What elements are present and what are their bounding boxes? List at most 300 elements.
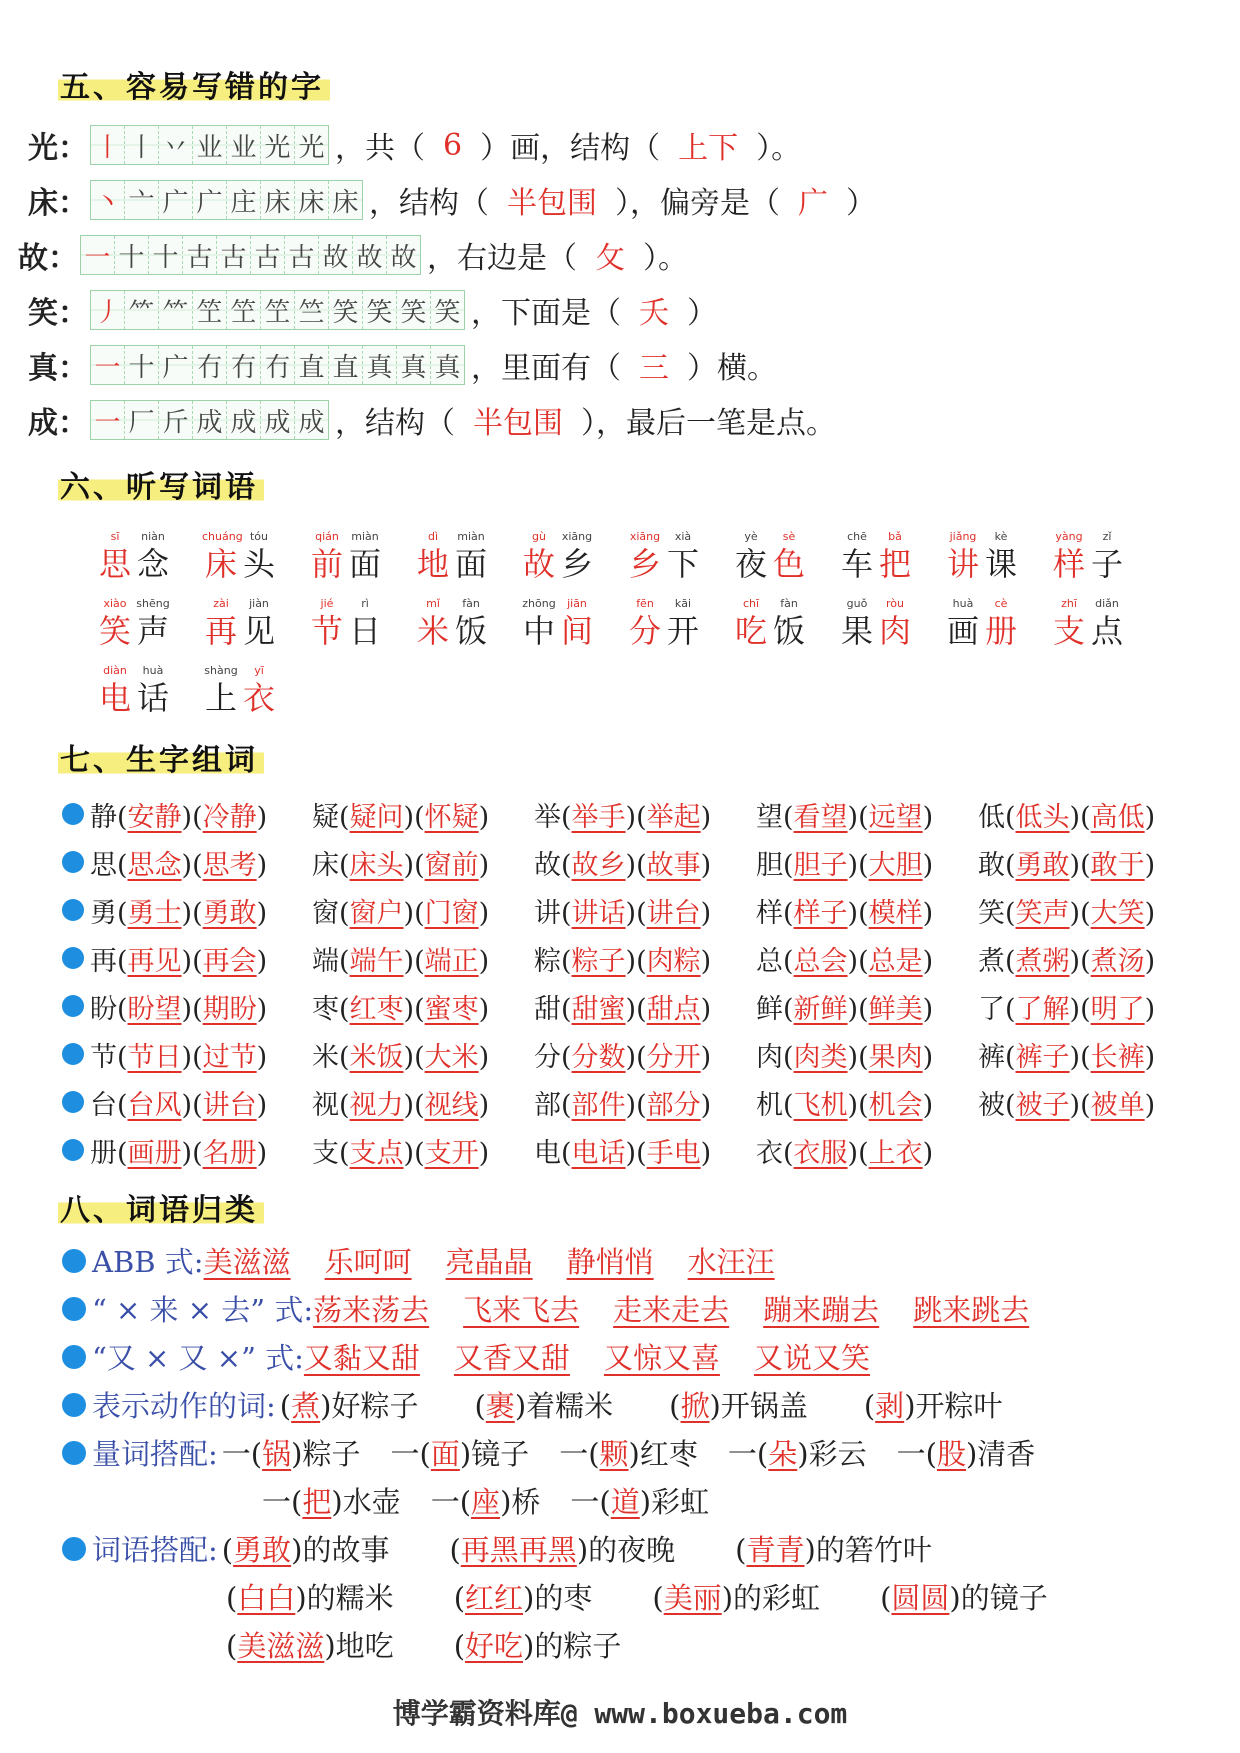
compound-word: 端午 bbox=[349, 945, 404, 977]
suffix-text: 镜子 bbox=[471, 1437, 530, 1471]
question-text: ）横。 bbox=[687, 351, 777, 386]
hanzi bbox=[732, 544, 838, 584]
question-text: ），偏旁是（ bbox=[615, 186, 780, 221]
pinyin-syllable: jiàn bbox=[249, 597, 269, 610]
classified-word: 蹦来蹦去 bbox=[763, 1293, 880, 1327]
compound-word: 上衣 bbox=[868, 1137, 923, 1169]
hanzi bbox=[944, 544, 1050, 584]
pinyin bbox=[732, 597, 838, 611]
word-pair: (勇敢)的故事 bbox=[221, 1533, 390, 1567]
compound-item: 低(低头)(高低) bbox=[978, 801, 1156, 833]
phrase-row bbox=[62, 1528, 988, 1569]
compound-word: 举起 bbox=[646, 801, 701, 833]
pinyin-syllable: diǎn bbox=[1095, 597, 1119, 610]
compound-word: 分开 bbox=[646, 1041, 701, 1073]
pinyin bbox=[626, 597, 732, 611]
base-char: 台 bbox=[90, 1089, 117, 1121]
compound-item: 故(故乡)(故事) bbox=[534, 849, 712, 881]
stroke-cell: 成 bbox=[227, 401, 261, 439]
compound-item: 甜(甜蜜)(甜点) bbox=[534, 993, 712, 1025]
compound-list bbox=[62, 790, 1200, 1174]
stroke-cell: 十 bbox=[125, 346, 159, 384]
compound-word: 支点 bbox=[349, 1137, 404, 1169]
compound-word: 画册 bbox=[127, 1137, 182, 1169]
classified-word: 又说又笑 bbox=[753, 1341, 870, 1375]
compound-word: 视线 bbox=[424, 1089, 479, 1121]
compound-item: 再(再见)(再会) bbox=[90, 945, 268, 977]
stroke-cell: 古 bbox=[251, 236, 285, 274]
word-pair: (好吃)的粽子 bbox=[453, 1629, 622, 1663]
pinyin bbox=[1050, 530, 1156, 544]
compound-item: 思(思念)(思考) bbox=[90, 849, 268, 881]
stroke-cell: 丷 bbox=[159, 126, 193, 164]
hanzi-char: 子 bbox=[1090, 545, 1123, 583]
stroke-cell: 十 bbox=[149, 236, 183, 274]
pinyin bbox=[838, 597, 944, 611]
pinyin-syllable: huà bbox=[142, 664, 164, 677]
pinyin bbox=[96, 530, 202, 544]
compound-word: 窗户 bbox=[349, 897, 404, 929]
compound-word: 飞机 bbox=[793, 1089, 848, 1121]
hanzi bbox=[944, 611, 1050, 651]
pinyin-syllable: zhī bbox=[1061, 597, 1077, 610]
pinyin-syllable: qián bbox=[315, 530, 339, 543]
error-char-row bbox=[24, 175, 876, 225]
bullet-icon bbox=[62, 851, 84, 873]
pinyin-syllable: diàn bbox=[103, 664, 127, 677]
base-char: 再 bbox=[90, 945, 117, 977]
compound-item: 了(了解)(明了) bbox=[978, 993, 1156, 1025]
compound-word: 床头 bbox=[349, 849, 404, 881]
stroke-cell: 丿 bbox=[91, 291, 125, 329]
pinyin-syllable: zài bbox=[213, 597, 229, 610]
hanzi bbox=[1050, 611, 1156, 651]
hanzi-char: 下 bbox=[666, 545, 699, 583]
compound-word: 思考 bbox=[202, 849, 257, 881]
stroke-cell: 光 bbox=[261, 126, 295, 164]
compound-word: 期盼 bbox=[202, 993, 257, 1025]
hanzi-char: 节 bbox=[310, 612, 343, 650]
pinyin bbox=[96, 597, 202, 611]
compound-item: 台(台风)(讲台) bbox=[90, 1089, 268, 1121]
answer-text: 夭 bbox=[639, 296, 669, 331]
compound-item: 样(样子)(模样) bbox=[756, 897, 934, 929]
base-char: 思 bbox=[90, 849, 117, 881]
prefix-text: 一 bbox=[727, 1437, 757, 1471]
abb-label: ABB 式: bbox=[92, 1245, 204, 1279]
answer-text: 三 bbox=[639, 351, 669, 386]
hanzi-char: 点 bbox=[1090, 612, 1123, 650]
stroke-cell: 古 bbox=[285, 236, 319, 274]
hanzi-char: 面 bbox=[454, 545, 487, 583]
hanzi bbox=[96, 544, 202, 584]
dictation-word bbox=[202, 597, 308, 664]
compound-word: 甜蜜 bbox=[571, 993, 626, 1025]
suffix-text: 开粽叶 bbox=[915, 1389, 1003, 1423]
stroke-cell: 笁 bbox=[193, 291, 227, 329]
base-char: 部 bbox=[534, 1089, 561, 1121]
phrase-words-1 bbox=[218, 1528, 988, 1569]
hanzi bbox=[520, 611, 626, 651]
stroke-cell: 庄 bbox=[227, 181, 261, 219]
stroke-cell: 斤 bbox=[159, 401, 193, 439]
error-char-row bbox=[14, 230, 688, 280]
answer-word: 股 bbox=[936, 1437, 966, 1471]
suffix-text: 的夜晚 bbox=[588, 1533, 676, 1567]
base-char: 甜 bbox=[534, 993, 561, 1025]
base-char: 窗 bbox=[312, 897, 339, 929]
you-label: “又 × 又 ×” 式: bbox=[92, 1341, 304, 1375]
compound-row bbox=[62, 1078, 1200, 1126]
compound-word: 果肉 bbox=[868, 1041, 923, 1073]
pinyin-syllable: yàng bbox=[1055, 530, 1083, 543]
hanzi-char: 笑 bbox=[98, 612, 131, 650]
suffix-text: 桥 bbox=[511, 1485, 541, 1519]
suffix-text: 的枣 bbox=[534, 1581, 593, 1615]
compound-word: 部分 bbox=[646, 1089, 701, 1121]
error-char-row bbox=[24, 120, 801, 170]
dictation-row bbox=[96, 530, 1156, 597]
pinyin-syllable: bǎ bbox=[888, 530, 902, 543]
dictation-word bbox=[944, 530, 1050, 597]
stroke-cell: 古 bbox=[217, 236, 251, 274]
base-char: 故 bbox=[534, 849, 561, 881]
hanzi-char: 衣 bbox=[242, 679, 275, 717]
stroke-cell: 笑 bbox=[431, 291, 464, 329]
answer-word: 美滋滋 bbox=[237, 1629, 325, 1663]
base-char: 低 bbox=[978, 801, 1005, 833]
word-pair: 一(道)彩虹 bbox=[570, 1485, 710, 1519]
hanzi-char: 话 bbox=[136, 679, 169, 717]
compound-word: 支开 bbox=[424, 1137, 479, 1169]
stroke-cell: 丨 bbox=[91, 126, 125, 164]
compound-word: 肉类 bbox=[793, 1041, 848, 1073]
pinyin bbox=[520, 597, 626, 611]
word-pair: (裹)着糯米 bbox=[474, 1389, 614, 1423]
dictation-word bbox=[732, 597, 838, 664]
compound-word: 新鲜 bbox=[793, 993, 848, 1025]
compound-item: 煮(煮粥)(煮汤) bbox=[978, 945, 1156, 977]
compound-item: 册(画册)(名册) bbox=[90, 1137, 268, 1169]
dictation-word bbox=[1050, 530, 1156, 597]
answer-text: 广 bbox=[798, 186, 828, 221]
suffix-text: 红枣 bbox=[639, 1437, 698, 1471]
dictation-word bbox=[308, 597, 414, 664]
hanzi-char: 肉 bbox=[878, 612, 911, 650]
compound-word: 再见 bbox=[127, 945, 182, 977]
compound-item: 端(端午)(端正) bbox=[312, 945, 490, 977]
compound-word: 看望 bbox=[793, 801, 848, 833]
stroke-cell: 业 bbox=[193, 126, 227, 164]
compound-word: 模样 bbox=[868, 897, 923, 929]
dictation-word bbox=[838, 530, 944, 597]
answer-word: 美丽 bbox=[663, 1581, 722, 1615]
compound-item: 视(视力)(视线) bbox=[312, 1089, 490, 1121]
stroke-cell: 真 bbox=[431, 346, 464, 384]
pinyin bbox=[1050, 597, 1156, 611]
stroke-cell: 床 bbox=[329, 181, 362, 219]
hanzi bbox=[414, 544, 520, 584]
stroke-cell: 床 bbox=[261, 181, 295, 219]
base-char: 肉 bbox=[756, 1041, 783, 1073]
stroke-order-grid bbox=[90, 400, 329, 440]
answer-word: 朵 bbox=[768, 1437, 798, 1471]
hanzi-char: 把 bbox=[878, 545, 911, 583]
suffix-text: 清香 bbox=[977, 1437, 1036, 1471]
prefix-text: 一 bbox=[262, 1485, 292, 1519]
compound-word: 安静 bbox=[127, 801, 182, 833]
bullet-icon bbox=[62, 1091, 84, 1113]
hanzi bbox=[414, 611, 520, 651]
stroke-cell: 业 bbox=[227, 126, 261, 164]
bullet-icon bbox=[62, 899, 84, 921]
suffix-text: 彩云 bbox=[808, 1437, 867, 1471]
hanzi-char: 米 bbox=[416, 612, 449, 650]
stroke-cell: 笑 bbox=[397, 291, 431, 329]
dictation-word bbox=[626, 597, 732, 664]
compound-row bbox=[62, 790, 1200, 838]
compound-item: 被(被子)(被单) bbox=[978, 1089, 1156, 1121]
base-char: 视 bbox=[312, 1089, 339, 1121]
pinyin-syllable: shēng bbox=[136, 597, 170, 610]
hanzi-char: 讲 bbox=[946, 545, 979, 583]
compound-item: 分(分数)(分开) bbox=[534, 1041, 712, 1073]
hanzi-char: 分 bbox=[628, 612, 661, 650]
hanzi-char: 饭 bbox=[454, 612, 487, 650]
dictation-word bbox=[626, 530, 732, 597]
pinyin-syllable: xià bbox=[674, 530, 692, 543]
pinyin-syllable: xiāng bbox=[561, 530, 593, 543]
base-char: 粽 bbox=[534, 945, 561, 977]
bullet-icon bbox=[62, 1043, 84, 1065]
stroke-cell: 笑 bbox=[363, 291, 397, 329]
answer-word: 好吃 bbox=[465, 1629, 524, 1663]
dictation-word bbox=[838, 597, 944, 664]
hanzi-char: 面 bbox=[348, 545, 381, 583]
pinyin-syllable: guǒ bbox=[846, 597, 868, 610]
answer-text: 上下 bbox=[678, 131, 739, 166]
compound-word: 长裤 bbox=[1090, 1041, 1145, 1073]
hanzi bbox=[838, 544, 944, 584]
hanzi bbox=[520, 544, 626, 584]
compound-word: 手电 bbox=[646, 1137, 701, 1169]
word-pair: (剥)开粽叶 bbox=[863, 1389, 1003, 1423]
base-char: 机 bbox=[756, 1089, 783, 1121]
compound-item: 静(安静)(冷静) bbox=[90, 801, 268, 833]
stroke-order-grid bbox=[90, 290, 465, 330]
stroke-order-grid bbox=[80, 235, 421, 275]
dictation-word bbox=[414, 530, 520, 597]
compound-word: 米饭 bbox=[349, 1041, 404, 1073]
word-pair: (白白)的糯米 bbox=[226, 1581, 394, 1615]
error-char-row bbox=[24, 285, 717, 335]
answer-word: 把 bbox=[302, 1485, 332, 1519]
question-text: ，结构（ bbox=[335, 406, 455, 441]
bullet-icon bbox=[62, 803, 84, 825]
classified-word: 又惊又喜 bbox=[603, 1341, 720, 1375]
compound-item: 敢(勇敢)(敢于) bbox=[978, 849, 1156, 881]
base-char: 总 bbox=[756, 945, 783, 977]
stroke-cell: 冇 bbox=[261, 346, 295, 384]
hanzi-char: 车 bbox=[840, 545, 873, 583]
dictation-word bbox=[732, 530, 838, 597]
suffix-text: 着糯米 bbox=[526, 1389, 614, 1423]
base-char: 节 bbox=[90, 1041, 117, 1073]
base-char: 勇 bbox=[90, 897, 117, 929]
section-title-8: 八、词语归类 bbox=[58, 1185, 264, 1229]
pinyin-syllable: yè bbox=[744, 530, 758, 543]
answer-text: 半包围 bbox=[507, 186, 597, 221]
pinyin-syllable: fàn bbox=[462, 597, 480, 610]
pinyin-syllable: sī bbox=[110, 530, 120, 543]
stroke-cell: 成 bbox=[261, 401, 295, 439]
stroke-order-grid bbox=[90, 345, 465, 385]
compound-word: 总会 bbox=[793, 945, 848, 977]
compound-word: 了解 bbox=[1015, 993, 1070, 1025]
action-row bbox=[62, 1384, 1055, 1425]
compound-item: 粽(粽子)(肉粽) bbox=[534, 945, 712, 977]
base-char: 电 bbox=[534, 1137, 561, 1169]
compound-word: 煮汤 bbox=[1090, 945, 1145, 977]
suffix-text: 的粽子 bbox=[534, 1629, 622, 1663]
stroke-cell: 亠 bbox=[125, 181, 159, 219]
compound-word: 裤子 bbox=[1015, 1041, 1070, 1073]
stroke-cell: 真 bbox=[397, 346, 431, 384]
pinyin bbox=[414, 597, 520, 611]
pinyin-syllable: yī bbox=[254, 664, 264, 677]
base-char: 端 bbox=[312, 945, 339, 977]
phrase-row-3 bbox=[222, 1624, 677, 1665]
hanzi-char: 画 bbox=[946, 612, 979, 650]
action-words bbox=[276, 1384, 1055, 1425]
pinyin-syllable: fàn bbox=[780, 597, 798, 610]
compound-word: 节日 bbox=[127, 1041, 182, 1073]
pinyin bbox=[626, 530, 732, 544]
hanzi-char: 开 bbox=[666, 612, 699, 650]
pinyin-syllable: zǐ bbox=[1102, 530, 1112, 543]
compound-item: 衣(衣服)(上衣) bbox=[756, 1137, 934, 1169]
question-text: ，共（ bbox=[335, 131, 425, 166]
dictation-word bbox=[520, 530, 626, 597]
hanzi-char: 果 bbox=[840, 612, 873, 650]
compound-item: 望(看望)(远望) bbox=[756, 801, 934, 833]
dictation-word bbox=[1050, 597, 1156, 664]
dictation-word bbox=[96, 597, 202, 664]
compound-word: 被子 bbox=[1015, 1089, 1070, 1121]
target-char: 成： bbox=[28, 406, 88, 441]
compound-item: 勇(勇士)(勇敢) bbox=[90, 897, 268, 929]
hanzi-char: 吃 bbox=[734, 612, 767, 650]
compound-item: 举(举手)(举起) bbox=[534, 801, 712, 833]
pinyin-syllable: chī bbox=[742, 597, 760, 610]
compound-word: 肉粽 bbox=[646, 945, 701, 977]
stroke-cell: 故 bbox=[353, 236, 387, 274]
word-pair: 一(锅)粽子 bbox=[221, 1437, 361, 1471]
compound-word: 分数 bbox=[571, 1041, 626, 1073]
dictation-word bbox=[520, 597, 626, 664]
answer-text: 6 bbox=[443, 127, 463, 163]
stroke-cell: 一 bbox=[81, 236, 115, 274]
question-text: ，结构（ bbox=[369, 186, 489, 221]
classified-word: 乐呵呵 bbox=[324, 1245, 412, 1279]
pinyin-syllable: fēn bbox=[636, 597, 654, 610]
hanzi-char: 课 bbox=[984, 545, 1017, 583]
classified-word: 走来走去 bbox=[613, 1293, 730, 1327]
pinyin-syllable: dì bbox=[427, 530, 439, 543]
answer-word: 煮 bbox=[291, 1389, 321, 1423]
question-text: ，里面有（ bbox=[471, 351, 621, 386]
answer-word: 红红 bbox=[465, 1581, 524, 1615]
stroke-cell: 真 bbox=[363, 346, 397, 384]
base-char: 了 bbox=[978, 993, 1005, 1025]
question-text: ）画，结构（ bbox=[480, 131, 661, 166]
dictation-grid bbox=[96, 530, 1156, 731]
compound-item: 米(米饭)(大米) bbox=[312, 1041, 490, 1073]
compound-item: 部(部件)(部分) bbox=[534, 1089, 712, 1121]
compound-word: 勇敢 bbox=[202, 897, 257, 929]
pinyin-syllable: shàng bbox=[204, 664, 238, 677]
pinyin bbox=[732, 530, 838, 544]
pinyin bbox=[520, 530, 626, 544]
pinyin-syllable: kāi bbox=[674, 597, 692, 610]
classified-word: 飞来飞去 bbox=[463, 1293, 580, 1327]
pinyin-syllable: huà bbox=[952, 597, 974, 610]
word-pair: (圆圆)的镜子 bbox=[880, 1581, 1048, 1615]
pinyin-syllable: jiǎng bbox=[949, 530, 977, 543]
prefix-text: 一 bbox=[570, 1485, 600, 1519]
base-char: 盼 bbox=[90, 993, 117, 1025]
base-char: 米 bbox=[312, 1041, 339, 1073]
compound-word: 勇士 bbox=[127, 897, 182, 929]
answer-word: 锅 bbox=[262, 1437, 292, 1471]
compound-word: 衣服 bbox=[793, 1137, 848, 1169]
compound-item: 鲜(新鲜)(鲜美) bbox=[756, 993, 934, 1025]
stroke-cell: 笁 bbox=[261, 291, 295, 329]
laiqu-row bbox=[62, 1288, 1063, 1329]
pinyin bbox=[96, 664, 202, 678]
phrase-label: 词语搭配: bbox=[92, 1533, 218, 1567]
pinyin bbox=[308, 530, 414, 544]
answer-word: 剥 bbox=[875, 1389, 905, 1423]
prefix-text: 一 bbox=[559, 1437, 589, 1471]
stroke-cell: 成 bbox=[295, 401, 328, 439]
hanzi-char: 前 bbox=[310, 545, 343, 583]
stroke-cell: 床 bbox=[295, 181, 329, 219]
dictation-word bbox=[202, 664, 308, 731]
base-char: 疑 bbox=[312, 801, 339, 833]
stroke-cell: 古 bbox=[183, 236, 217, 274]
suffix-text: 的镜子 bbox=[960, 1581, 1048, 1615]
pinyin-syllable: chē bbox=[847, 530, 867, 543]
word-pair: 一(股)清香 bbox=[896, 1437, 1036, 1471]
stroke-cell: 笑 bbox=[329, 291, 363, 329]
compound-row bbox=[62, 1126, 1200, 1174]
action-label: 表示动作的词: bbox=[92, 1389, 276, 1423]
classified-word: 又香又甜 bbox=[453, 1341, 570, 1375]
stroke-cell: 广 bbox=[159, 181, 193, 219]
classified-word: 亮晶晶 bbox=[445, 1245, 533, 1279]
bullet-icon bbox=[62, 1393, 86, 1417]
compound-item: 讲(讲话)(讲台) bbox=[534, 897, 712, 929]
question-text: ）。 bbox=[756, 131, 802, 166]
compound-word: 蜜枣 bbox=[424, 993, 479, 1025]
pinyin bbox=[308, 597, 414, 611]
base-char: 被 bbox=[978, 1089, 1005, 1121]
pinyin-syllable: miàn bbox=[457, 530, 485, 543]
compound-row bbox=[62, 838, 1200, 886]
compound-item: 疑(疑问)(怀疑) bbox=[312, 801, 490, 833]
hanzi bbox=[96, 611, 202, 651]
